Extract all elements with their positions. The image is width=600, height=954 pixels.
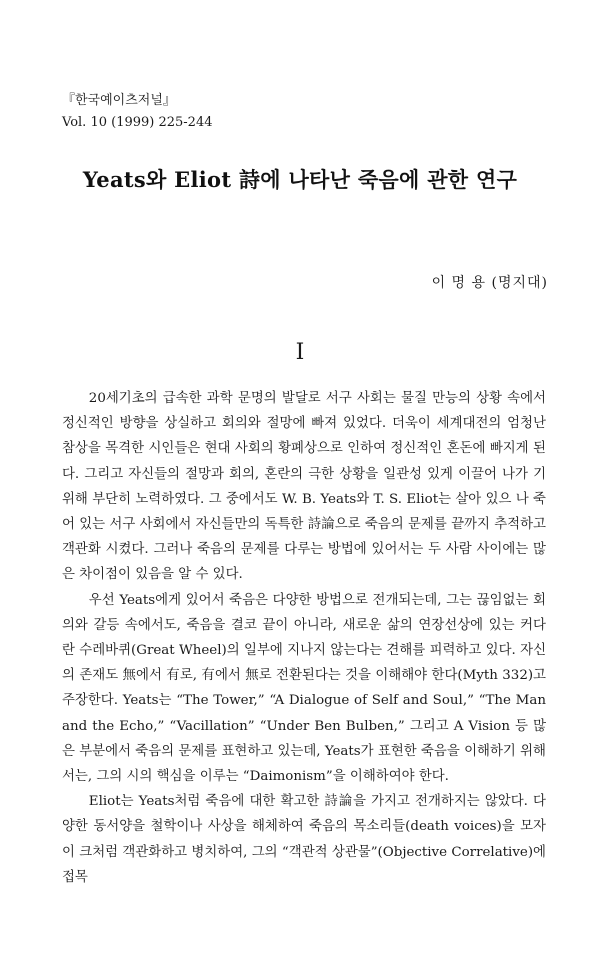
author-line: 이 명 용 (명지대) (431, 275, 548, 291)
text-line: 추적하고 객관화 시켰다. 그러나 죽음의 문제를 다루는 방법에 있어서는 두 사람 (62, 517, 546, 558)
text-line: 된다. 그리고 자신들의 절망과 회의, 혼란의 극한 상황을 일관성 있게 이끌어 나가 (62, 441, 546, 482)
text-line: 정신적인 방향을 상실하고 회의와 절망에 빠져 있었다. 더욱이 세계대전의 엄청난 (62, 416, 546, 432)
text-line: 사이에는 많은 차이점이 있음을 알 수 있다. (62, 542, 546, 583)
text-line: and the Echo,” “Vacillation” “Under Ben Bulben,” 그리고 A Vision 등 많은 (62, 718, 546, 759)
text-line: 의와 갈등 속에서도, 죽음을 결코 끝이 아니라, 새로운 삶의 연장선상에 있는 커다 (62, 617, 546, 633)
text-line: 참상을 목격한 시인들은 현대 사회의 황폐상으로 인하여 정신적인 혼돈에 빠지게 (62, 441, 529, 457)
text-line: 주장한다. Yeats는 “The Tower,” “A Dialogue of Self and Soul,” “The Man (62, 693, 546, 709)
journal-citation: Vol. 10 (1999) 225-244 (62, 115, 213, 130)
text-line: 우선 Yeats에게 있어서 죽음은 다양한 방법으로 전개되는데, 그는 끊임없는 회 (88, 592, 546, 608)
paragraph-3 (62, 789, 546, 890)
text-line: 란 수레바퀴(Great Wheel)의 일부에 지나지 않는다는 견해를 피력하고 있다. 자신 (62, 643, 546, 659)
text-line: 부분에서 죽음의 문제를 표현하고 있는데, Yeats가 표현한 죽음을 이해하기 위해 (79, 743, 546, 759)
section-heading: I (295, 340, 305, 365)
text-line: Eliot는 Yeats처럼 죽음에 대한 확고한 詩論을 가지고 전개하지는 않았다. 다 (88, 794, 546, 810)
text-line: 서는, 그의 시의 핵심을 이루는 “Daimonism”을 이해하여야 한다. (62, 769, 449, 785)
body-text (62, 386, 546, 890)
text-line: 20세기초의 급속한 과학 문명의 발달로 서구 사회는 물질 만능의 상황 속에서 (88, 391, 546, 406)
text-line: 크처럼 객관화하고 병치하여, 그의 “객관적 상관물”(Objective Correlative)에 접목 (62, 844, 546, 885)
journal-header (62, 90, 213, 134)
paragraph-1 (62, 386, 546, 588)
text-line: 양한 동서양을 철학이나 사상을 해체하여 죽음의 목소리들(death voices)을 모자이 (62, 819, 546, 860)
journal-name: 『한국예이츠저널』 (62, 93, 176, 108)
paragraph-2 (62, 588, 546, 790)
text-line: 나 죽어 있는 서구 사회에서 자신들만의 독특한 詩論으로 죽음의 문제를 끝까지 (62, 491, 546, 533)
text-line: 의 존재도 無에서 有로, 有에서 無로 전환된다는 것을 이해해야 한다(Myth 332)고 (62, 668, 546, 684)
paper-title: Yeats와 Eliot 詩에 나타난 죽음에 관한 연구 (82, 167, 518, 192)
text-line: 기 위해 부단히 노력하였다. 그 중에서도 W. B. Yeats와 T. S. Eliot는 살아 있으 (62, 466, 547, 507)
